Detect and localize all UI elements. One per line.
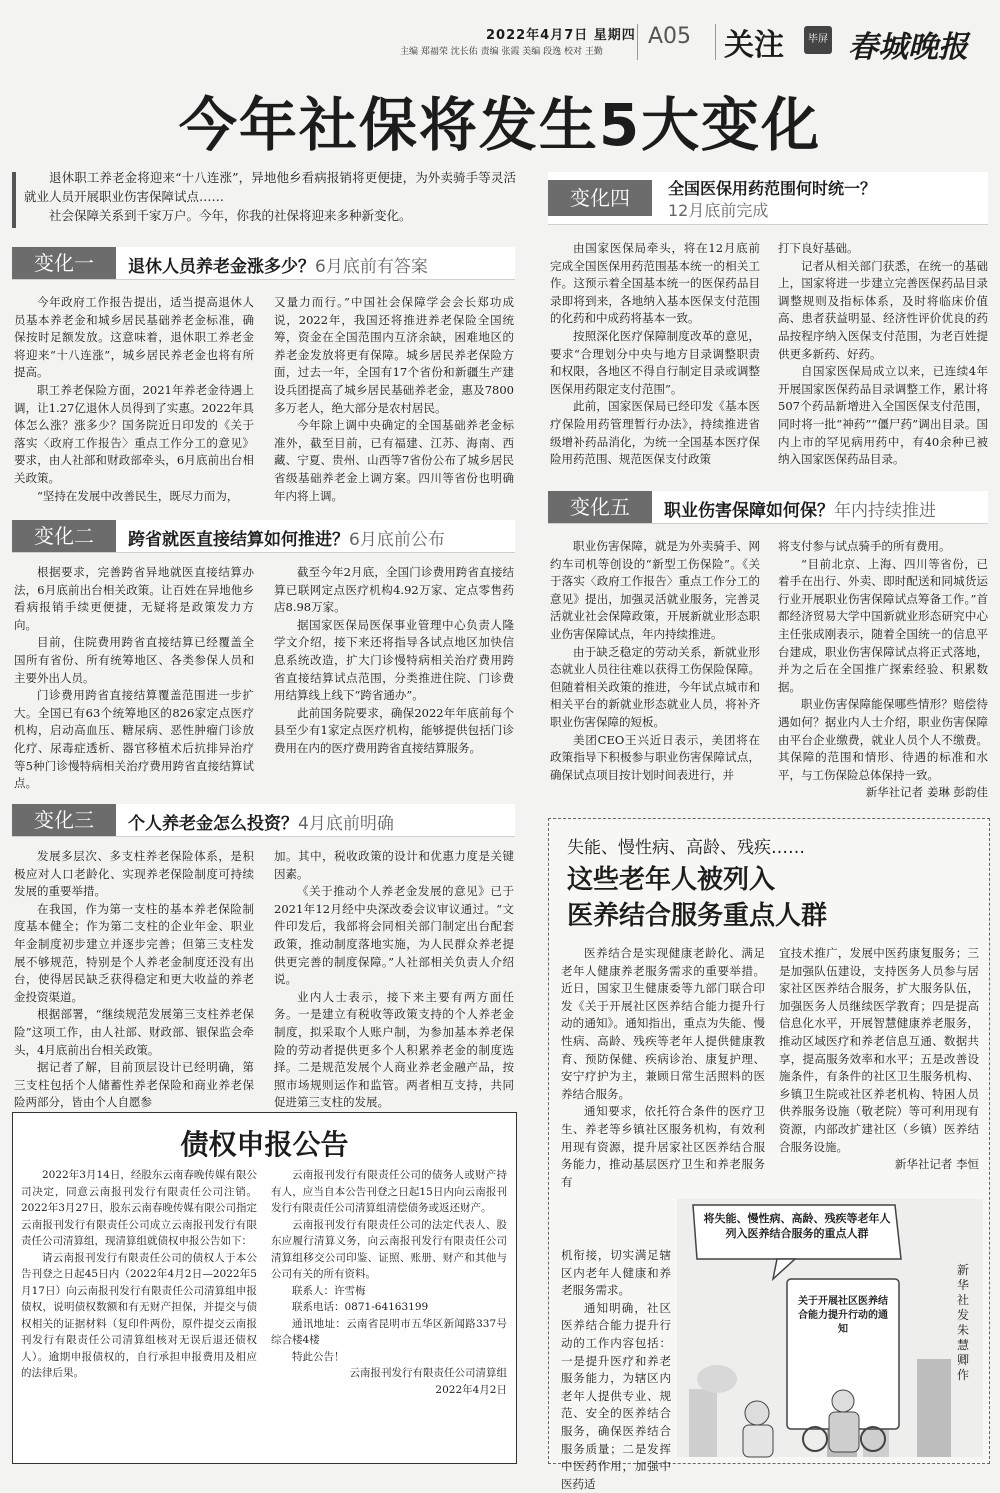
section-tag: 变化三	[12, 804, 116, 836]
section-bar-1	[12, 247, 515, 280]
feature-col-2: 宜技术推广，发展中医药康复服务；三是加强队伍建设，支持医务人员参与居家社区医养结合服务，扩大服务队伍，加强医务人员继续医学教育；四是提高信息化水平，开展智慧健康养老服务，推动区域医疗和养老信息互通、数据共享，提高服务效率和水平；五是改善设施条件，有条件的社区卫生服务机构、乡镇卫生院或社区养老机构、特困人员供养服务设施（敬老院）等可利用现有资源，内部改扩建社区（乡镇）医养结合服务设施。 新华社记者 李恒	[779, 946, 979, 1172]
section-3-col-2: 加。其中，税收政策的设计和优惠力度是关键因素。 《关于推动个人养老金发展的意见》已于2021年12月经中央深改委会议审议通过。“文件印发后，我部将会同相关部门制定出台配套政策，推动制度落地实施，为人民群众养老提供更完善的制度保障。”人社部相关负责人介绍说。 业内人士表示，接下来主要有两方面任务。一是建立有税收等政策支持的个人养老金制度，拟采取个人账户制，为参加基本养老保险的劳动者提供更多个人积累养老金的制度选择。二是规范发展个人商业养老金融产品，按照市场规则运作和监管。两者相互支持，共同促进第三支柱的发展。	[274, 849, 514, 1110]
notice-col-2: 云南报刊发行有限责任公司的债务人或财产持有人，应当自本公告刊登之日起15日内向云南报刊发行有限责任公司清算组清偿债务或返还财产。 云南报刊发行有限责任公司的法定代表人、股东应履行清算义务，向云南报刊发行有限责任公司清算组移交公司印鉴、证照、账册、财产和其他与公司有关的所有资料。 联系人：许雪梅 联系电话：0871-64163199 通讯地址：云南省昆明市五华区新闻路337号综合楼4楼 特此公告！ 云南报刊发行有限责任公司清算组 2022年4月2日	[271, 1169, 507, 1396]
section-3-col-1: 发展多层次、多支柱养老保险体系，是积极应对人口老龄化、实现养老保险制度可持续发展的重要举措。 在我国，作为第一支柱的基本养老保险制度基本健全；作为第二支柱的企业年金、职业年金制度初步建立并逐步完善；但第三支柱发展不够规范，特别是个人养老金制度还没有出台，使得居民缺乏获得稳定和更大收益的养老金投资渠道。 根据部署，“继续规范发展第三支柱养老保险”这项工作，由人社部、财政部、银保监会牵头，4月底前出台相关政策。 据记者了解，目前顶层设计已经明确，第三支柱包括个人储蓄性养老保险和商业养老保险两部分，皆由个人自愿参	[14, 849, 254, 1110]
section-tag: 变化一	[12, 247, 116, 279]
section-5-col-1: 职业伤害保障，就是为外卖骑手、网约车司机等创设的“新型工伤保险”。《关于落实〈政府工作报告〉重点工作分工的意见》提出，加强灵活就业服务，完善灵活就业社会保障政策，开展新就业形态职业伤害保障试点，年内持续推进。 由于缺乏稳定的劳动关系，新就业形态就业人员往往难以获得工伤保险保障。但随着相关政策的推进，今年试点城市和相关平台的新就业形态就业人员，将补齐职业伤害保障的短板。 美团CEO王兴近日表示，美团将在政策指导下积极参与职业伤害保障试点，确保试点项目按计划时间表进行，并	[550, 539, 760, 782]
section-4-col-1: 由国家医保局牵头，将在12月底前完成全国医保用药范围基本统一的相关工作。这预示着全国基本统一的医保药品目录即将到来，各地纳入基本医保支付范围的化药和中成药将基本一致。 按照深化医疗保障制度改革的意见，要求“合理划分中央与地方目录调整职责和权限，各地区不得自行制定目录或调整医保用药限定支付范围”。 此前，国家医保局已经印发《基本医疗保险用药管理暂行办法》，持续推进省级增补药品消化，为统一全国基本医疗保险用药范围、规范医保支付政策	[550, 241, 760, 467]
cartoon-illustration	[677, 1199, 983, 1457]
section-title: 退休人员养老金涨多少？6月底前有答案	[128, 257, 428, 277]
section-tag: 变化二	[12, 520, 116, 552]
section-5-col-2: 将支付参与试点骑手的所有费用。 “目前北京、上海、四川等省份，已着手在出行、外卖、即时配送和同城货运行业开展职业伤害保障试点筹备工作。”首都经济贸易大学中国新就业形态研究中心主任张成刚表示，随着全国统一的信息平台建成，职业伤害保障试点将正式落地，并为之后在全国推广探索经验、积累数据。 职业伤害保障能保哪些情形？赔偿待遇如何？据业内人士介绍，职业伤害保障由平台企业缴费，就业人员个人不缴费。其保障的范围和情形、待遇的标准和水平，与工伤保险总体保持一致。 新华社记者 姜琳 彭韵佳	[778, 539, 988, 800]
section-2-col-1: 根据要求，完善跨省异地就医直接结算办法，6月底前出台相关政策。让百姓在异地他乡看病报销手续更便捷，无疑将是政策发力方向。 目前，住院费用跨省直接结算已经覆盖全国所有省份、所有统筹地区、各类参保人员和主要外出人员。 门诊费用跨省直接结算覆盖范围进一步扩大。全国已有63个统筹地区的826家定点医疗机构，启动高血压、糖尿病、恶性肿瘤门诊放化疗、尿毒症透析、器官移植术后抗排异治疗等5种门诊慢特病相关治疗费用跨省直接结算试点。	[14, 565, 254, 791]
cartoon-caption: 将失能、慢性病、高龄、残疾等老年人列入医养结合服务的重点人群	[703, 1212, 891, 1240]
section-title: 职业伤害保障如何保？年内持续推进	[664, 501, 936, 521]
section-bar-5	[548, 491, 988, 524]
issue-date: 2022年4月7日 星期四	[486, 28, 636, 43]
section-bar-4	[548, 172, 988, 225]
staff-line: 主编 郑福荣 沈长佑 责编 张霞 美编 段逸 校对 王勤	[400, 47, 603, 57]
masthead-logo: 春城晚报	[848, 30, 968, 65]
notice-title: 债权申报公告	[180, 1128, 349, 1161]
feature-headline-2: 医养结合服务重点人群	[567, 901, 828, 931]
cartoon-credit: 新华社发 朱慧卿 作	[957, 1263, 970, 1382]
feature-col-3: 机衔接，切实满足辖区内老年人健康和养老服务需求。 通知明确，社区医养结合能力提升行动的工作内容包括：一是提升医疗和养老服务能力，为辖区内老年人提供专业、规范、安全的医养结合服务，确保医养结合服务质量；二是发挥中医药作用，加强中医药适	[561, 1248, 671, 1491]
section-4-col-2: 打下良好基础。 记者从相关部门获悉，在统一的基础上，国家将进一步建立完善医保药品目录调整规则及指标体系，及时将临床价值高、患者获益明显、经济性评价优良的药品按程序纳入医保支付范围，为老百姓提供更多新药、好药。 自国家医保局成立以来，已连续4年开展国家医保药品目录调整工作，累计将507个药品新增进入全国医保支付范围，同时将一批“神药”“僵尸药”调出目录。国内上市的罕见病用药中，有40余种已被纳入国家医保药品目录。	[778, 241, 988, 467]
section-2-col-2: 截至今年2月底，全国门诊费用跨省直接结算已联网定点医疗机构4.92万家、定点零售药店8.98万家。 据国家医保局医保事业管理中心负责人隆学文介绍，接下来还将指导各试点地区加快信息系统改造，扩大门诊慢特病相关治疗费用跨省直接结算试点范围，分类推进住院、门诊费用结算线上线下“跨省通办”。 此前国务院要求，确保2022年年底前每个县至少有1家定点医疗机构，能够提供包括门诊费用在内的医疗费用跨省直接结算服务。	[274, 565, 514, 755]
section-title: 全国医保用药范围何时统一？	[668, 179, 877, 198]
lead-paragraph	[24, 168, 516, 225]
section-title: 个人养老金怎么投资？4月底前明确	[128, 814, 394, 834]
header-divider	[637, 24, 638, 60]
section-subtitle: 12月底前完成	[668, 201, 769, 220]
page-number: A05	[648, 24, 692, 49]
notice-box	[12, 1112, 517, 1464]
section-1-col-2: 又量力而行。”中国社会保障学会会长郑功成说，2022年，我国还将推进养老保险全国统筹，资金在全国范围内互济余缺，困难地区的养老金发放将更有保障。城乡居民养老保险方面，过去一年，全国有17个省份和新疆生产建设兵团提高了城乡居民基础养老金，惠及7800多万老人，绝大部分是农村居民。 今年除上调中央确定的全国基础养老金标准外，截至目前，已有福建、江苏、海南、西藏、宁夏、贵州、山西等7省份公布了城乡居民省级基础养老金上调方案。四川等省份也明确年内将上调。	[274, 295, 514, 503]
badge-icon: 毕屏	[804, 26, 832, 54]
section-tag: 变化四	[548, 180, 652, 216]
notice-col-1: 2022年3月14日，经股东云南春晚传媒有限公司决定，同意云南报刊发行有限责任公司注销。2022年3月27日，股东云南春晚传媒有限公司指定云南报刊发行有限责任公司成立云南报刊发行有限责任公司清算组，现清算组就债权申报公告如下： 请云南报刊发行有限责任公司的债权人于本公告刊登之日起45日内（2022年4月2日—2022年5月17日）向云南报刊发行有限责任公司清算组申报债权，说明债权数额和有无财产担保，并提交与债权相关的证据材料（复印件两份，原件提交云南报刊发行有限责任公司清算组核对无误后退还债权人）。逾期申报债权的，自行承担申报费用及相应的法律后果。	[21, 1169, 257, 1379]
section-tag: 变化五	[548, 491, 652, 523]
header-divider	[715, 24, 716, 60]
lead-line: 社会保障关系到千家万户。今年，你我的社保将迎来多种新变化。	[49, 208, 412, 223]
feature-col-1: 医养结合是实现健康老龄化、满足老年人健康养老服务需求的重要举措。近日，国家卫生健康委等九部门联合印发《关于开展社区医养结合能力提升行动的通知》。通知指出，重点为失能、慢性病、高龄、残疾等老年人提供健康教育、预防保健、疾病诊治、康复护理、安宁疗护为主，兼顾日常生活照料的医养结合服务。 通知要求，依托符合条件的医疗卫生、养老等乡镇社区服务机构，有效利用现有资源，提升居家社区医养结合服务能力，推动基层医疗卫生和养老服务有	[561, 946, 765, 1189]
section-title: 跨省就医直接结算如何推进？6月底前公布	[128, 530, 445, 550]
section-bar-3	[12, 804, 515, 837]
column-name: 关注	[724, 28, 784, 63]
cartoon-document: 关于开展社区医养结合能力提升行动的通知	[798, 1296, 888, 1335]
lead-bar	[12, 172, 16, 228]
section-1-col-1: 今年政府工作报告提出，适当提高退休人员基本养老金和城乡居民基础养老金标准，确保按时足额发放。这意味着，退休职工养老金将迎来“十八连涨”，城乡居民养老金也将有所提高。 职工养老保险方面，2021年养老金待遇上调，让1.27亿退休人员得到了实惠。2022年具体怎么涨？涨多少？国务院近日印发的《关于落实〈政府工作报告〉重点工作分工的意见》要求，由人社部和财政部牵头，6月底前出台相关政策。 “坚持在发展中改善民生，既尽力而为，	[14, 295, 254, 503]
lead-line: 退休职工养老金将迎来“十八连涨”，异地他乡看病报销将更便捷，为外卖骑手等灵活就业人员开展职业伤害保障试点……	[24, 170, 516, 204]
feature-kicker: 失能、慢性病、高龄、残疾……	[567, 838, 805, 858]
page-headline: 今年社保将发生5大变化	[178, 91, 822, 159]
feature-headline-1: 这些老年人被列入	[567, 865, 776, 895]
feature-box	[548, 818, 990, 1491]
section-bar-2	[12, 520, 515, 553]
